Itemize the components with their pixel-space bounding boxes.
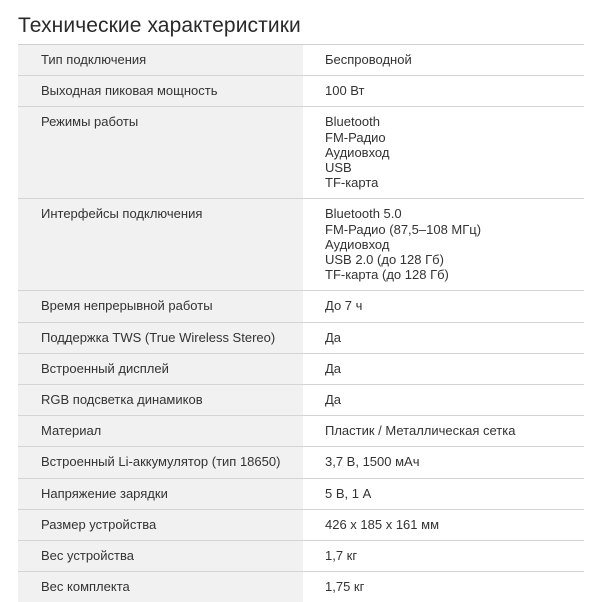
spec-value-line: Да [325, 360, 342, 376]
spec-value-line: USB 2.0 (до 128 Гб) [325, 252, 444, 268]
spec-label: Режимы работы [18, 107, 303, 199]
spec-label: Интерфейсы подключения [18, 199, 303, 291]
spec-row [18, 353, 584, 384]
spec-value [303, 447, 584, 478]
spec-row [18, 107, 584, 199]
spec-value [303, 416, 584, 447]
spec-label: Вес устройства [18, 541, 303, 572]
spec-row [18, 416, 584, 447]
spec-value [303, 76, 584, 107]
spec-row [18, 45, 584, 76]
spec-row [18, 447, 584, 478]
spec-label: Тип подключения [18, 45, 303, 76]
spec-value-line: 100 Вт [325, 83, 365, 99]
spec-row [18, 478, 584, 509]
spec-row [18, 291, 584, 322]
spec-row [18, 385, 584, 416]
spec-value-line: 5 В, 1 А [325, 485, 372, 501]
spec-label: Размер устройства [18, 509, 303, 540]
spec-label: Напряжение зарядки [18, 478, 303, 509]
spec-label: Время непрерывной работы [18, 291, 303, 322]
spec-value [303, 385, 584, 416]
spec-value-line: Bluetooth [325, 114, 380, 130]
spec-value-line: 1,75 кг [325, 579, 365, 595]
spec-value [303, 45, 584, 76]
spec-value-line: Беспроводной [325, 52, 412, 67]
spec-value [303, 291, 584, 322]
spec-value [303, 199, 584, 291]
spec-label: Материал [18, 416, 303, 447]
spec-value-line: Bluetooth 5.0 [325, 206, 402, 222]
spec-row [18, 322, 584, 353]
spec-label: Поддержка TWS (True Wireless Stereo) [18, 322, 303, 353]
spec-table [18, 45, 584, 602]
spec-value [303, 541, 584, 572]
spec-value-line: До 7 ч [325, 298, 363, 314]
spec-row [18, 509, 584, 540]
spec-label: Выходная пиковая мощность [18, 76, 303, 107]
spec-value-line: Аудиовход [325, 144, 390, 160]
spec-value [303, 509, 584, 540]
spec-value-line: 1,7 кг [325, 548, 358, 564]
spec-value-line: FM-Радио [325, 129, 386, 145]
spec-label: Встроенный дисплей [18, 353, 303, 384]
spec-value [303, 322, 584, 353]
spec-value-line: 426 х 185 х 161 мм [325, 516, 440, 532]
spec-row [18, 572, 584, 602]
spec-row [18, 541, 584, 572]
spec-value-line: 3,7 В, 1500 мАч [325, 454, 420, 470]
spec-label: RGB подсветка динамиков [18, 385, 303, 416]
spec-row [18, 199, 584, 291]
spec-value [303, 353, 584, 384]
spec-value-line: Пластик / Металлическая сетка [325, 423, 516, 439]
spec-value-line: Да [325, 329, 342, 345]
spec-value-line: FM-Радио (87,5–108 МГц) [325, 221, 482, 237]
spec-label: Вес комплекта [18, 572, 303, 602]
spec-value-line: Аудиовход [325, 236, 390, 252]
spec-value [303, 478, 584, 509]
spec-value-line: TF-карта [325, 175, 379, 191]
page-title: Технические характеристики [18, 14, 301, 37]
spec-value-line: USB [325, 160, 352, 176]
spec-value-line: TF-карта (до 128 Гб) [325, 267, 449, 283]
spec-value [303, 572, 584, 602]
spec-label: Встроенный Li-аккумулятор (тип 18650) [18, 447, 303, 478]
spec-value [303, 107, 584, 199]
spec-value-line: Да [325, 392, 342, 408]
spec-row [18, 76, 584, 107]
